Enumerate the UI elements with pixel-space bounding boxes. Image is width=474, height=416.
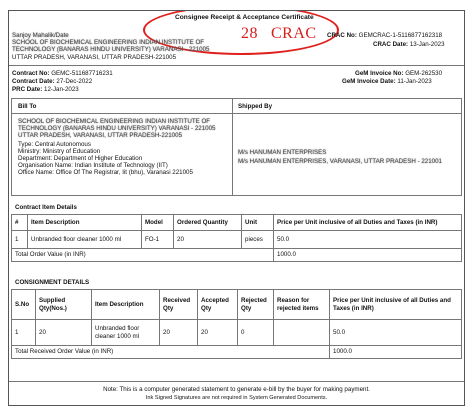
prc-date-label: PRC Date:: [12, 86, 43, 93]
parties-column-divider: [232, 99, 233, 195]
col-header: Unit: [242, 215, 274, 231]
cell: Unbranded floor cleaner 1000 ml: [28, 231, 142, 249]
gem-invoice-date: [342, 78, 432, 86]
col-header: Price per Unit inclusive of all Duties and Taxes (in INR): [330, 290, 462, 320]
consignment-table: [11, 289, 462, 359]
cell: [274, 320, 330, 346]
bill-line: UTTAR PRADESH, VARANASI, UTTAR PRADESH-221005: [18, 132, 183, 139]
handwritten-number: 28: [241, 25, 258, 42]
cell: Unbranded floor cleaner 1000 ml: [92, 320, 160, 346]
cell: pieces: [242, 231, 274, 249]
contract-no: [12, 70, 113, 78]
footer-note: Note: This is a computer generated statement to generate e-bill by the buyer for making payment.: [103, 386, 370, 393]
gem-invoice-no-label: GeM Invoice No:: [355, 70, 404, 77]
footer-divider: [9, 381, 464, 382]
cell: 20: [160, 320, 198, 346]
buyer-line-3: TECHNOLOGY (BANARAS HINDU UNIVERSITY) VARANASI - 221005: [12, 46, 210, 53]
total-row: [12, 249, 462, 262]
total-row: [12, 346, 462, 359]
buyer-line-4: UTTAR PRADESH, VARANASI, UTTAR PRADESH-221005: [12, 54, 177, 61]
col-header: Ordered Quantity: [174, 215, 242, 231]
buyer-line-1: Sanjoy Mahalik/Date: [12, 32, 69, 39]
parties-header-divider: [12, 113, 461, 114]
table-row: [12, 231, 462, 249]
bill-line: Office Name: Office Of The Registrar, Iit (bhu), Varanasi 221005: [18, 169, 193, 176]
gem-invoice-no-value: GEM-262530: [405, 70, 443, 77]
cell: 20: [174, 231, 242, 249]
ship-line-2: M/s HANUMAN ENTERPRISES, VARANASI, UTTAR PRADESH - 221001: [238, 158, 443, 165]
contract-date-value: 27-Dec-2022: [56, 78, 93, 85]
gem-invoice-date-label: GeM Invoice Date:: [342, 78, 396, 85]
col-header: Reason for rejected items: [274, 290, 330, 320]
bill-line: Organisation Name: Indian Institute of Technology (IIT): [18, 162, 168, 169]
cell: 1: [12, 231, 28, 249]
bill-to-label: Bill To: [18, 103, 37, 110]
bill-line: Type: Central Autonomous: [18, 141, 91, 148]
ship-line-1: M/s HANUMAN ENTERPRISES: [238, 149, 327, 156]
col-header: Supplied Qty(Nos.): [36, 290, 92, 320]
bill-line: TECHNOLOGY (BANARAS HINDU UNIVERSITY) VARANASI - 221005: [18, 125, 216, 132]
cell: 0: [238, 320, 274, 346]
buyer-line-2: SCHOOL OF BIOCHEMICAL ENGINEERING INDIAN INSTITUTE OF: [12, 39, 205, 46]
crac-date-value: 13-Jan-2023: [409, 41, 445, 48]
cell: 50.0: [274, 231, 462, 249]
parties-box: [11, 98, 462, 196]
crac-date-label: CRAC Date:: [373, 41, 409, 48]
footer-ink-note: Ink Signed Signatures are not required in System Generated Documents.: [145, 395, 328, 401]
contract-date-label: Contract Date:: [12, 78, 55, 85]
col-header: #: [12, 215, 28, 231]
divider: [9, 65, 464, 66]
contract-no-value: GEMC-511687716231: [51, 70, 113, 77]
col-header: Accepted Qty: [198, 290, 238, 320]
contract-items-title: Contract Item Details: [15, 204, 77, 211]
col-header: Rejected Qty: [238, 290, 274, 320]
certificate-title: Consignee Receipt & Acceptance Certificate: [175, 14, 314, 21]
prc-date: [12, 86, 79, 94]
col-header: Item Description: [28, 215, 142, 231]
table-row: [12, 320, 462, 346]
total-label: Total Order Value (in INR): [12, 249, 274, 262]
total-value: 1000.0: [274, 249, 462, 262]
crac-no: [327, 32, 442, 40]
crac-no-label: CRAC No:: [327, 32, 357, 39]
col-header: Received Qty: [160, 290, 198, 320]
bill-line: Department: Department of Higher Education: [18, 155, 143, 162]
cell: FO-1: [142, 231, 174, 249]
cell: 1: [12, 320, 36, 346]
crac-no-value: GEMCRAC-1-5116877162318: [358, 32, 443, 39]
total-value: 1000.0: [330, 346, 462, 359]
contract-date: [12, 78, 92, 86]
contract-no-label: Contract No:: [12, 70, 50, 77]
total-label: Total Received Order Value (in INR): [12, 346, 330, 359]
handwritten-crac: CRAC: [271, 25, 317, 42]
col-header: Price per Unit inclusive of all Duties and Taxes (in INR): [274, 215, 462, 231]
cell: 20: [198, 320, 238, 346]
consignment-title: CONSIGNMENT DETAILS: [15, 279, 90, 286]
certificate-page: [8, 10, 465, 406]
contract-items-table: [11, 214, 462, 262]
crac-date: [373, 41, 445, 49]
gem-invoice-no: [355, 70, 442, 78]
col-header: Item Description: [92, 290, 160, 320]
cell: 20: [36, 320, 92, 346]
col-header: Model: [142, 215, 174, 231]
shipped-by-label: Shipped By: [238, 103, 273, 110]
bill-line: SCHOOL OF BIOCHEMICAL ENGINEERING INDIAN INSTITUTE OF: [18, 118, 211, 125]
bill-line: Ministry: Ministry of Education: [18, 148, 101, 155]
gem-invoice-date-value: 11-Jan-2023: [397, 78, 432, 85]
prc-date-value: 12-Jan-2023: [44, 86, 79, 93]
cell: 50.0: [330, 320, 462, 346]
col-header: S.No: [12, 290, 36, 320]
